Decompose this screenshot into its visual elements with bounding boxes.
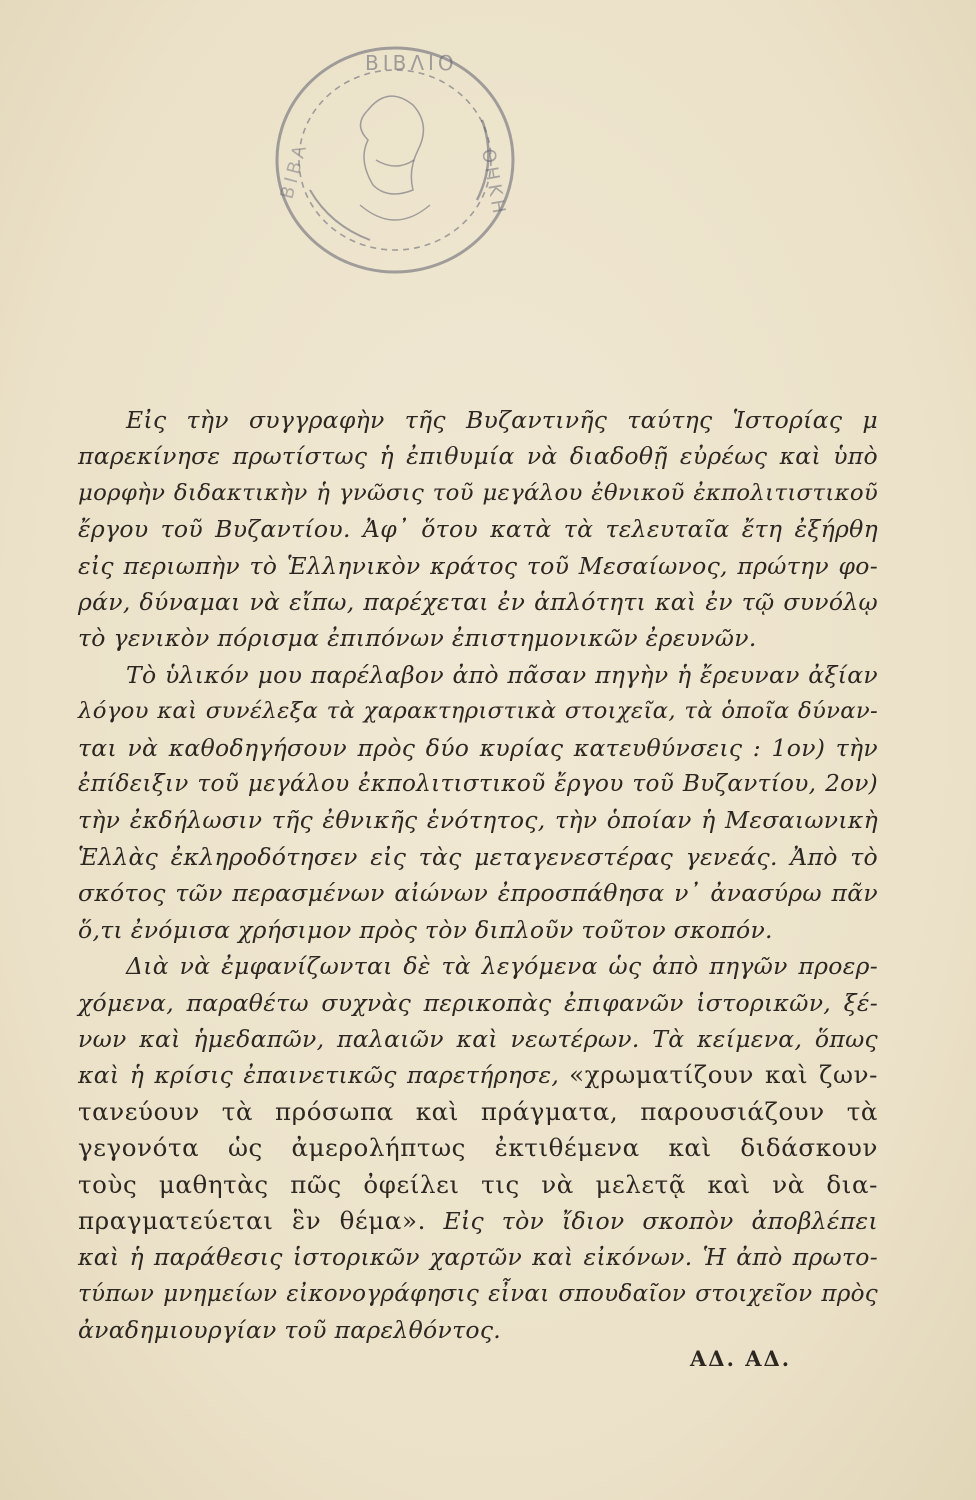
text-line: ὅ,τι ἐνόμισα χρήσιμον πρὸς τὸν διπλοῦν τοῦτον σκοπόν.: [78, 915, 773, 944]
text-line: μορφὴν διδακτικὴν ἡ γνῶσις τοῦ μεγάλου ἐθνικοῦ ἐκπολιτιστικοῦ: [78, 479, 878, 506]
stamp-text-left: ΒΙΒΛ: [276, 139, 312, 202]
paragraph-3: [78, 948, 878, 1348]
text-line: Τὸ ὑλικόν μου παρέλαβον ἀπὸ πᾶσαν πηγὴν ἡ ἔρευναν ἀξίαν: [126, 660, 878, 689]
preface-text: [78, 402, 878, 1349]
stamp-text-right: ΘΗΚΗ: [477, 147, 510, 219]
text-line: τύπων μνημείων εἰκονογράφησις εἶναι σπουδαῖον στοιχεῖον πρὸς: [78, 1280, 878, 1307]
quote-line: τανεύουν τὰ πρόσωπα καὶ πράγματα, παρουσιάζουν τὰ: [78, 1096, 878, 1126]
text-line: σκότος τῶν περασμένων αἰώνων ἐπροσπάθησα ν᾽ ἀνασύρω πᾶν: [78, 879, 878, 908]
text-line: ἀναδημιουργίαν τοῦ παρελθόντος.: [78, 1316, 502, 1345]
text-line: ράν, δύναμαι νὰ εἴπω, παρέχεται ἐν ἁπλότητι καὶ ἐν τῷ συνόλῳ: [78, 588, 878, 617]
text-line: Εἰς τὴν συγγραφὴν τῆς Βυζαντινῆς ταύτης Ἱστορίας μ: [126, 406, 878, 434]
text-line: καὶ ἡ παράθεσις ἱστορικῶν χαρτῶν καὶ εἰκόνων. Ἡ ἀπὸ πρωτο-: [78, 1243, 878, 1272]
mixed-line: [78, 1203, 878, 1239]
quote-segment: «χρωματίζουν καὶ ζων-: [569, 1060, 878, 1090]
text-line: εἰς περιωπὴν τὸ Ἑλληνικὸν κράτος τοῦ Μεσαίωνος, πρώτην φο-: [78, 551, 878, 580]
text-line: τὸ γενικὸν πόρισμα ἐπιπόνων ἐπιστημονικῶν ἐρευνῶν.: [78, 624, 757, 653]
text-line: νων καὶ ἡμεδαπῶν, παλαιῶν καὶ νεωτέρων. Τὰ κείμενα, ὅπως: [78, 1024, 878, 1053]
text-line: ἐπίδειξιν τοῦ μεγάλου ἐκπολιτιστικοῦ ἔργου τοῦ Βυζαντίου, 2ον): [78, 771, 878, 798]
quote-line: γεγονότα ὡς ἀμερολήπτως ἐκτιθέμενα καὶ διδάσκουν: [78, 1133, 878, 1163]
text-line: Ἑλλὰς ἐκληροδότησεν εἰς τὰς μεταγενεστέρας γενεάς. Ἀπὸ τὸ: [78, 842, 878, 871]
stamp-text-top: ΒΙΒΛΙΟ: [365, 51, 458, 75]
paragraph-2: [78, 657, 878, 948]
quote-segment: πραγματεύεται ἓν θέμα».: [78, 1205, 426, 1235]
quote-line: τοὺς μαθητὰς πῶς ὀφείλει τις νὰ μελετᾷ καὶ νὰ δια-: [78, 1169, 878, 1199]
text-line: λόγου καὶ συνέλεξα τὰ χαρακτηριστικὰ στοιχεῖα, τὰ ὁποῖα δύναν-: [78, 698, 878, 725]
text-line: τὴν ἐκδήλωσιν τῆς ἐθνικῆς ἑνότητος, τὴν ὁποίαν ἡ Μεσαιωνικὴ: [78, 806, 878, 835]
paragraph-1: [78, 402, 878, 657]
mixed-line: [78, 1057, 878, 1093]
text-line: ἔργου τοῦ Βυζαντίου. Ἀφ᾽ ὅτου κατὰ τὰ τελευταῖα ἔτη ἐξήρθη: [78, 515, 878, 544]
author-signature: ΑΔ. ΑΔ.: [690, 1346, 792, 1371]
text-line: Διὰ νὰ ἐμφανίζωνται δὲ τὰ λεγόμενα ὡς ἀπὸ πηγῶν προερ-: [126, 952, 878, 981]
text-line: χόμενα, παραθέτω συχνὰς περικοπὰς ἐπιφανῶν ἱστορικῶν, ξέ-: [78, 988, 878, 1017]
circular-library-stamp-icon: [250, 40, 540, 290]
text-line: ται νὰ καθοδηγήσουν πρὸς δύο κυρίας κατευθύνσεις : 1ον) τὴν: [78, 733, 878, 762]
text-segment: Εἰς τὸν ἴδιον σκοπὸν ἀποβλέπει: [443, 1206, 878, 1235]
text-line: παρεκίνησε πρωτίστως ἡ ἐπιθυμία νὰ διαδοθῇ εὐρέως καὶ ὑπὸ: [78, 442, 878, 471]
text-segment: καὶ ἡ κρίσις ἐπαινετικῶς παρετήρησε,: [78, 1061, 560, 1090]
